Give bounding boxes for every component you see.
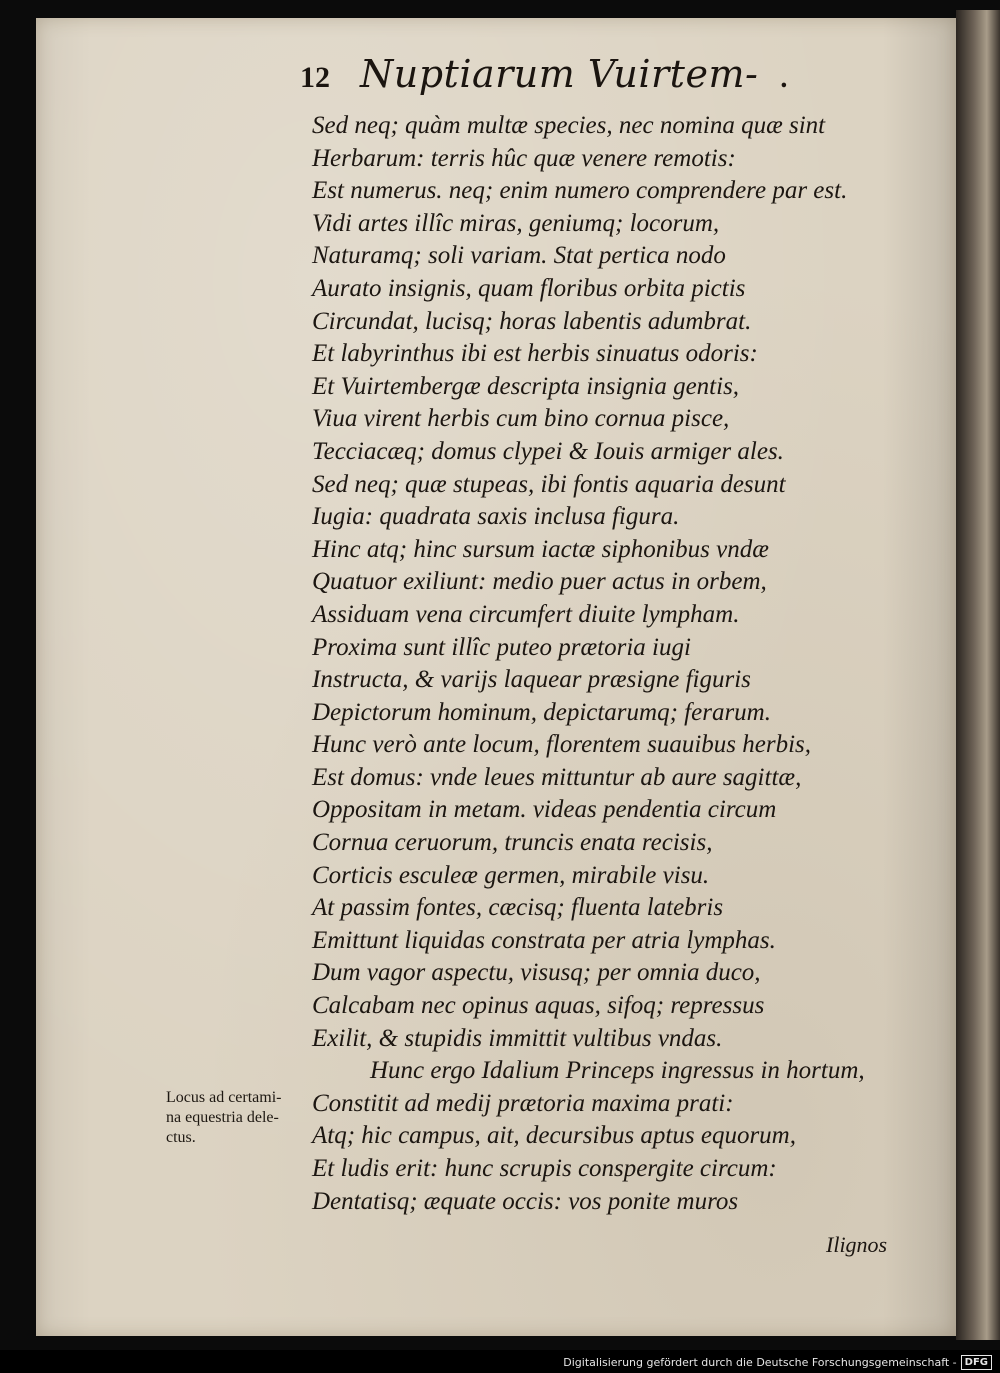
verse-line: Corticis esculeæ germen, mirabile visu.	[312, 861, 710, 889]
verse-line: Hinc atq; hinc sursum iactæ siphonibus vndæ	[312, 535, 769, 563]
verse-line: Cornua ceruorum, truncis enata recisis,	[312, 829, 713, 857]
verse-line: Proxima sunt illîc puteo prætoria iugi	[312, 633, 691, 661]
verse-line: Viua virent herbis cum bino cornua pisce,	[312, 405, 730, 433]
verse-line: Quatuor exiliunt: medio puer actus in orbem,	[312, 568, 767, 596]
verse-line: Oppositam in metam. videas pendentia circum	[312, 796, 777, 824]
funding-credit: Digitalisierung gefördert durch die Deutsche Forschungsgemeinschaft -	[563, 1355, 957, 1369]
header-mark: .	[780, 63, 788, 94]
verse-line: Sed neq; quàm multæ species, nec nomina quæ sint	[312, 112, 826, 139]
book-edge	[956, 10, 1000, 1340]
verse-line: Dum vagor aspectu, visusq; per omnia duco,	[312, 959, 761, 987]
verse-line: Exilit, & stupidis immittit vultibus vndas.	[312, 1024, 723, 1052]
verse-line: Atq; hic campus, ait, decursibus aptus equorum,	[312, 1122, 796, 1150]
running-title: Nuptiarum Vuirtem-	[360, 52, 759, 96]
verse-line: Et ludis erit: hunc scrupis conspergite circum:	[312, 1155, 777, 1182]
verse-line: Herbarum: terris hûc quæ venere remotis:	[312, 144, 736, 172]
verse-line: Instructa, & varijs laquear præsigne figuris	[312, 666, 751, 694]
verse-line: Calcabam nec opinus aquas, sifoq; repressus	[312, 992, 765, 1020]
verse-line: Dentatisq; æquate occis: vos ponite muros	[312, 1187, 739, 1215]
dfg-logo: DFG	[961, 1355, 992, 1370]
page-number: 12	[300, 61, 330, 94]
verse-line: Assiduam vena circumfert diuite lympham.	[312, 600, 740, 628]
verse-line: Hunc verò ante locum, florentem suauibus herbis,	[312, 731, 811, 759]
verse-line: Constitit ad medij prætoria maxima prati:	[312, 1089, 734, 1117]
verse-line: Est numerus. neq; enim numero comprendere par est.	[312, 177, 848, 205]
digitization-footer	[563, 1353, 992, 1371]
catchword: Ilignos	[826, 1232, 888, 1257]
marginal-note-line: Locus ad certami-	[166, 1089, 282, 1106]
marginal-note-line: ctus.	[166, 1129, 196, 1146]
page-header	[300, 52, 787, 102]
verse-line: At passim fontes, cæcisq; fluenta latebris	[312, 894, 724, 922]
verse-line: Hunc ergo Idalium Princeps ingressus in hortum,	[370, 1057, 865, 1085]
verse-line: Tecciacæq; domus clypei & Iouis armiger ales.	[312, 437, 784, 465]
verse-line: Depictorum hominum, depictarumq; ferarum.	[312, 698, 771, 726]
verse-line: Circundat, lucisq; horas labentis adumbrat.	[312, 307, 752, 335]
verse-line: Vidi artes illîc miras, geniumq; locorum,	[312, 209, 720, 237]
verse-line: Aurato insignis, quam floribus orbita pictis	[312, 274, 746, 302]
marginal-note-line: na equestria dele-	[166, 1109, 279, 1126]
verse-line: Naturamq; soli variam. Stat pertica nodo	[312, 242, 726, 270]
verse-line: Iugia: quadrata saxis inclusa figura.	[312, 503, 680, 531]
verse-text	[312, 110, 912, 1218]
marginal-note	[166, 1088, 316, 1148]
verse-line: Sed neq; quæ stupeas, ibi fontis aquaria desunt	[312, 470, 786, 498]
verse-line: Est domus: vnde leues mittuntur ab aure sagittæ,	[312, 763, 802, 791]
verse-line: Emittunt liquidas constrata per atria lymphas.	[312, 926, 776, 954]
verse-line: Et labyrinthus ibi est herbis sinuatus odoris:	[312, 340, 758, 368]
verse-line: Et Vuirtembergæ descripta insignia gentis,	[312, 372, 740, 400]
